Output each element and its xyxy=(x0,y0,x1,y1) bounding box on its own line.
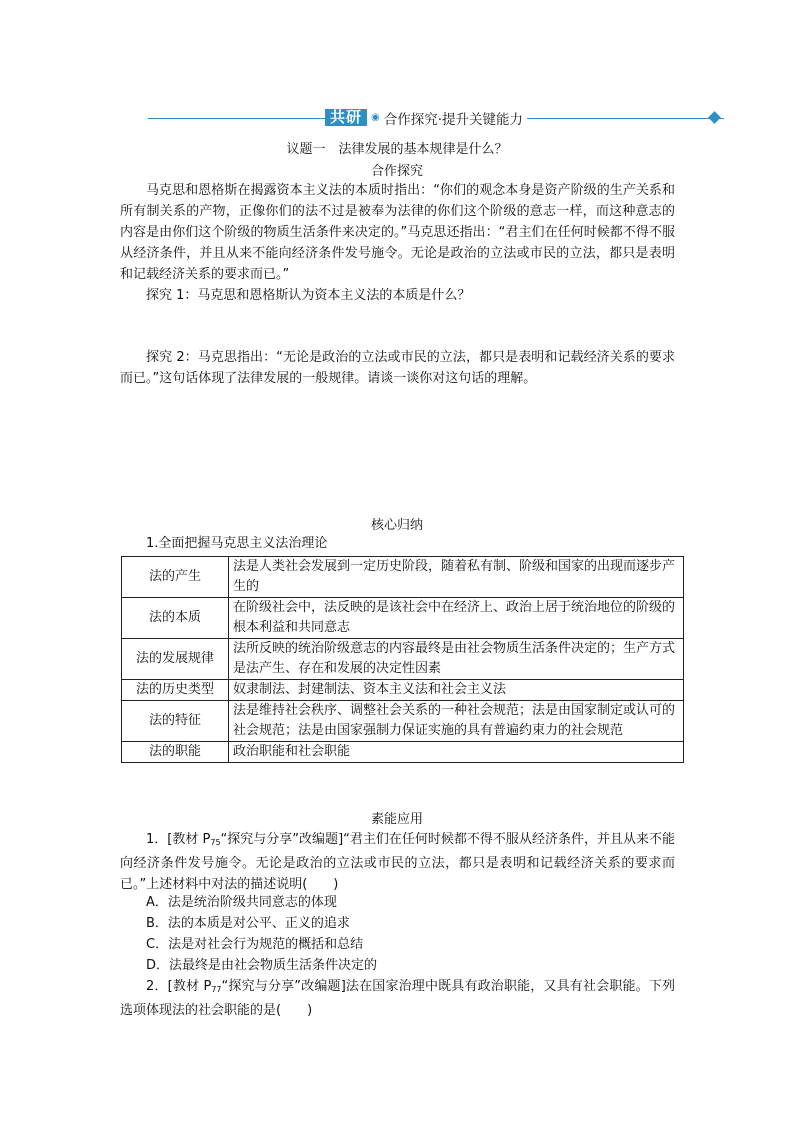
banner-tag: 共研 xyxy=(325,109,367,126)
option-d[interactable]: D．法最终是由社会物质生活条件决定的 xyxy=(146,958,378,973)
row-value: 在阶级社会中，法反映的是该社会中在经济上、政治上居于统治地位的阶级的根本利益和共同意志 xyxy=(229,598,684,639)
row-key: 法的历史类型 xyxy=(122,680,229,701)
explore-question-2: 探究 2：马克思指出：“无论是政治的立法或市民的立法，都只是表明和记载经济关系的要求而已。”这句话体现了法律发展的一般规律。请谈一谈你对这句话的理解。 xyxy=(120,350,675,386)
core-summary-title: 核心归纳 xyxy=(370,518,423,533)
row-value: 奴隶制法、封建制法、资本主义法和社会主义法 xyxy=(229,680,684,701)
banner-text: 合作探究·提升关键能力 xyxy=(383,111,524,128)
question-1-lead: 1．[教材 P xyxy=(146,832,211,847)
section-banner xyxy=(148,108,724,128)
table-row xyxy=(122,701,684,742)
source-passage: 马克思和恩格斯在揭露资本主义法的本质时指出：“你们的观念本身是资产阶级的生产关系和所有制关系的产物，正像你们的法不过是被奉为法律的你们这个阶级的意志一样，而这种意志的内容是由你们这个阶级的物质生活条件来决定的。”马克思还指出：“君主们在任何时候都不得不服从经济条件，并且从来不能向经济条件发号施令。无论是政治的立法或市民的立法，都只是表明和记载经济关系的要求而已。” xyxy=(120,183,675,282)
row-key: 法的产生 xyxy=(122,557,229,598)
row-key: 法的特征 xyxy=(122,701,229,742)
row-value: 政治职能和社会职能 xyxy=(229,742,684,763)
option-b[interactable]: B．法的本质是对公平、正义的追求 xyxy=(146,916,350,931)
table-row xyxy=(122,680,684,701)
banner-label xyxy=(325,109,527,126)
core-summary-subtitle: 1.全面把握马克思主义法治理论 xyxy=(146,536,328,551)
row-value: 法是人类社会发展到一定历史阶段，随着私有制、阶级和国家的出现而逐步产生的 xyxy=(229,557,684,598)
diamond-icon xyxy=(708,111,721,124)
row-key: 法的发展规律 xyxy=(122,639,229,680)
row-key: 法的职能 xyxy=(122,742,229,763)
row-value: 法所反映的统治阶级意志的内容最终是由社会物质生活条件决定的；生产方式是法产生、存在和发展的决定性因素 xyxy=(229,639,684,680)
question-2-lead: 2．[教材 P xyxy=(146,979,212,994)
section-heading: 合作探究 xyxy=(370,164,423,179)
application-title: 素能应用 xyxy=(370,812,423,827)
explore-question-1: 探究 1：马克思和恩格斯认为资本主义法的本质是什么？ xyxy=(146,288,471,303)
bullet-icon: ◉ xyxy=(371,112,380,123)
question-1-page: 75 xyxy=(210,838,221,847)
question-1-body: “探究与分享”改编题]“君主们在任何时候都不得不服从经济条件，并且从来不能向经济条件发号施令。无论是政治的立法或市民的立法，都只是表明和记载经济关系的要求而已。”上述材料中对法的描述说明( ) xyxy=(120,832,675,892)
question-2-page: 77 xyxy=(211,985,222,994)
question-1 xyxy=(120,829,675,895)
table-row xyxy=(122,742,684,763)
table-row xyxy=(122,557,684,598)
table-row xyxy=(122,598,684,639)
topic-title: 议题一 法律发展的基本规律是什么？ xyxy=(286,142,508,157)
summary-table xyxy=(121,556,684,763)
row-value: 法是维持社会秩序、调整社会关系的一种社会规范；法是由国家制定或认可的社会规范；法是由国家强制力保证实施的具有普遍约束力的社会规范 xyxy=(229,701,684,742)
option-c[interactable]: C．法是对社会行为规范的概括和总结 xyxy=(146,937,364,952)
question-2-body: “探究与分享”改编题]法在国家治理中既具有政治职能，又具有社会职能。下列选项体现法的社会职能的是( ) xyxy=(120,979,675,1018)
option-a[interactable]: A．法是统治阶级共同意志的体现 xyxy=(146,895,337,910)
table-row xyxy=(122,639,684,680)
question-2 xyxy=(120,976,675,1021)
row-key: 法的本质 xyxy=(122,598,229,639)
